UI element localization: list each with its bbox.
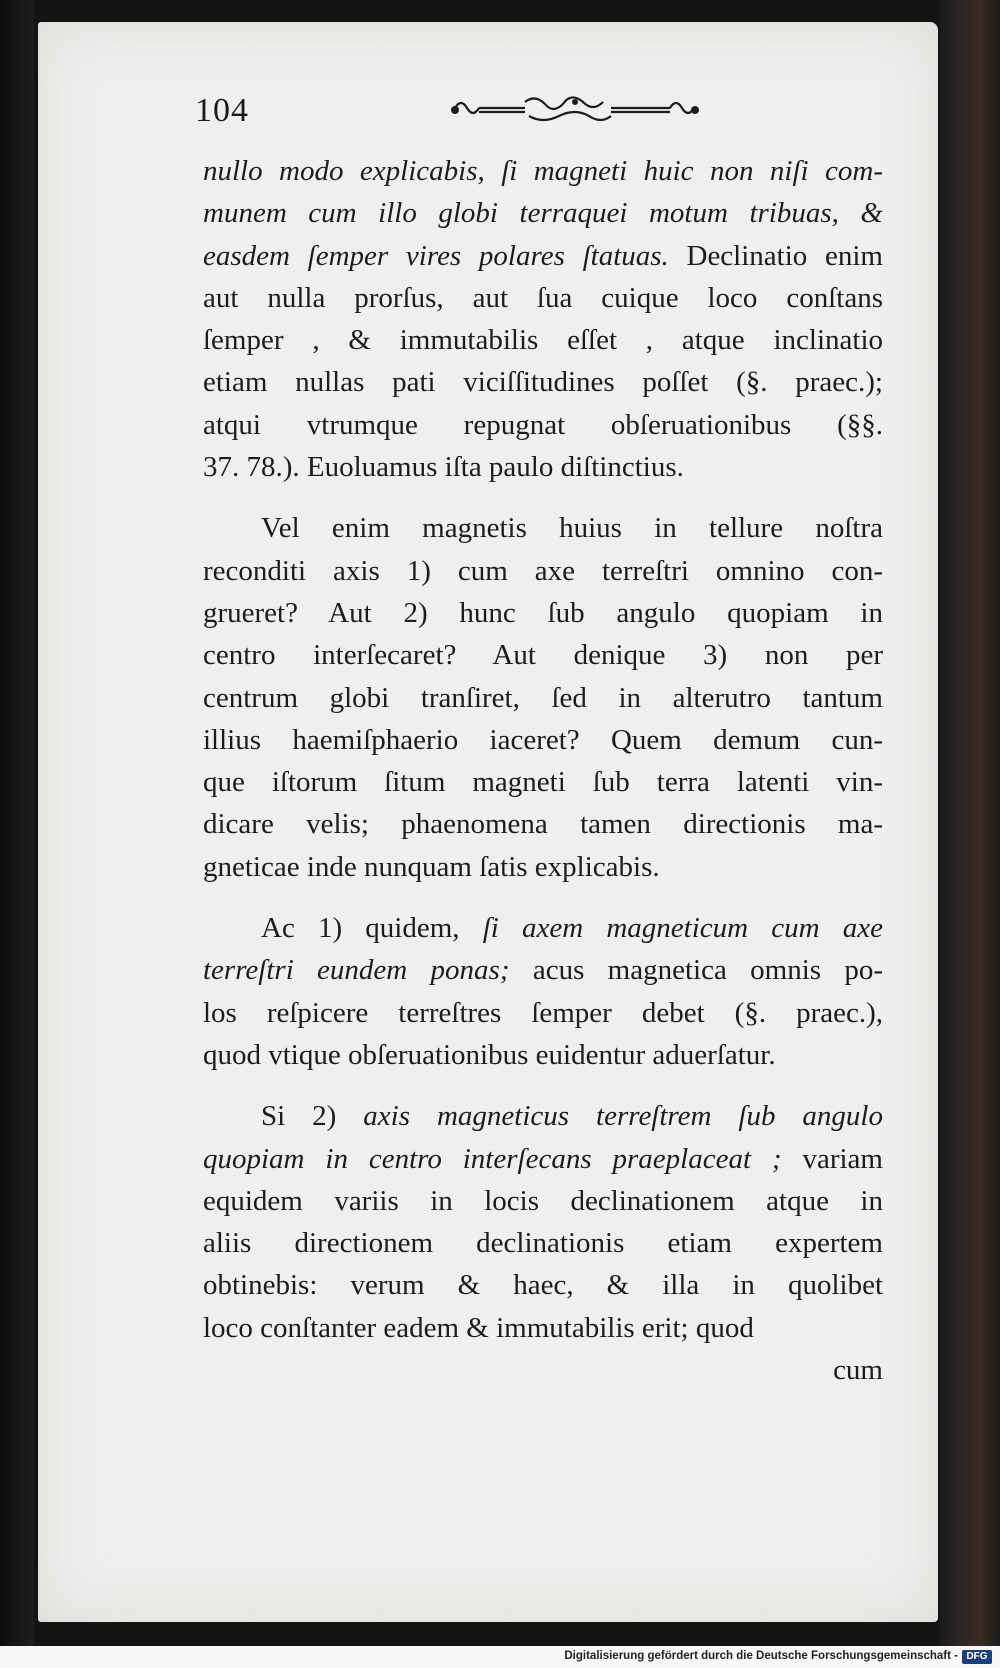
italic-segment: quopiam in centro interſecans praeplaceat ; <box>203 1142 782 1175</box>
italic-segment: nullo modo explicabis, ſi magneti huic non niſi com- <box>203 155 883 187</box>
text-segment: reconditi axis 1) cum axe terreſtri omnino con- <box>203 554 883 587</box>
paragraph-gap <box>203 888 883 907</box>
text-line <box>203 846 883 888</box>
text-line <box>203 592 883 634</box>
text-segment: equidem variis in locis declinationem atque in <box>203 1184 883 1217</box>
italic-segment: axis magneticus terreſtrem ſub angulo <box>363 1100 883 1133</box>
text-segment: Vel enim magnetis huius in tellure noſtra <box>203 512 883 545</box>
text-line <box>203 277 883 319</box>
dfg-logo-icon: DFG <box>962 1650 992 1664</box>
page-number: 104 <box>195 92 249 129</box>
text-segment: ſemper , & immutabilis eſſet , atque inclinatio <box>203 324 883 357</box>
text-segment: aut nulla prorſus, aut ſua cuique loco conſtans <box>203 281 883 314</box>
text-line <box>203 235 883 277</box>
funding-notice: Digitalisierung gefördert durch die Deutsche Forschungsgemeinschaft - <box>564 1650 958 1662</box>
italic-segment: terreſtri eundem ponas; <box>203 954 510 987</box>
text-segment: variam <box>781 1142 883 1175</box>
text-line <box>203 550 883 592</box>
text-line <box>203 446 883 488</box>
text-line <box>203 1034 883 1076</box>
text-line <box>203 677 883 719</box>
text-line <box>203 761 883 803</box>
text-line <box>203 803 883 845</box>
text-line <box>203 1222 883 1264</box>
text-segment: quod vtique obſeruationibus euidentur aduerſatur. <box>203 1038 776 1071</box>
text-segment: Ac 1) quidem, <box>203 912 483 945</box>
text-segment: que iſtorum ſitum magneti ſub terra latenti vin- <box>203 766 883 799</box>
text-segment: centrum globi tranſiret, ſed in alterutro tantum <box>203 681 883 714</box>
header-ornament-icon <box>445 88 705 128</box>
text-segment: dicare velis; phaenomena tamen directionis ma- <box>203 808 883 841</box>
body-text <box>203 150 883 1391</box>
text-line <box>203 150 883 192</box>
text-line <box>203 1307 883 1349</box>
text-line <box>203 319 883 361</box>
catchword: cum <box>833 1354 883 1387</box>
text-line <box>203 404 883 446</box>
text-segment: aliis directionem declinationis etiam expertem <box>203 1227 883 1260</box>
text-line <box>203 1180 883 1222</box>
text-segment: Declinatio enim <box>668 239 883 272</box>
text-line <box>203 507 883 549</box>
scan-backdrop-left <box>0 0 34 1668</box>
text-segment: grueret? Aut 2) hunc ſub angulo quopiam in <box>203 596 883 629</box>
text-segment: centro interſecaret? Aut denique 3) non per <box>203 639 883 672</box>
text-line <box>203 907 883 949</box>
text-line <box>203 192 883 234</box>
text-segment: Si 2) <box>203 1100 364 1133</box>
text-line <box>203 1138 883 1180</box>
paragraph-gap <box>203 1076 883 1095</box>
italic-segment: ſi axem magneticum cum axe <box>482 912 883 945</box>
text-segment: etiam nullas pati viciſſitudines poſſet (§. praec.); <box>203 366 883 399</box>
text-segment: gneticae inde nunquam ſatis explicabis. <box>203 850 660 883</box>
paragraph-gap <box>203 488 883 507</box>
text-segment: loco conſtanter eadem & immutabilis erit; quod <box>203 1311 754 1344</box>
text-segment: atqui vtrumque repugnat obſeruationibus (§§. <box>203 408 883 441</box>
text-segment: los reſpicere terreſtres ſemper debet (§. praec.), <box>203 996 883 1029</box>
text-line <box>203 634 883 676</box>
text-line <box>203 719 883 761</box>
italic-segment: munem cum illo globi terraquei motum tribuas, & <box>203 197 883 230</box>
scan-backdrop-right <box>940 0 1000 1668</box>
text-line <box>203 1264 883 1306</box>
text-line <box>203 992 883 1034</box>
text-segment: obtinebis: verum & haec, & illa in quolibet <box>203 1269 883 1302</box>
text-line <box>203 1095 883 1137</box>
text-segment: illius haemiſphaerio iaceret? Quem demum cun- <box>203 723 883 756</box>
text-segment: 37. 78.). Euoluamus iſta paulo diſtinctius. <box>203 451 684 484</box>
text-segment: acus magnetica omnis po- <box>509 954 883 987</box>
text-line <box>203 361 883 403</box>
text-line <box>203 949 883 991</box>
italic-segment: easdem ſemper vires polares ſtatuas. <box>203 239 669 272</box>
